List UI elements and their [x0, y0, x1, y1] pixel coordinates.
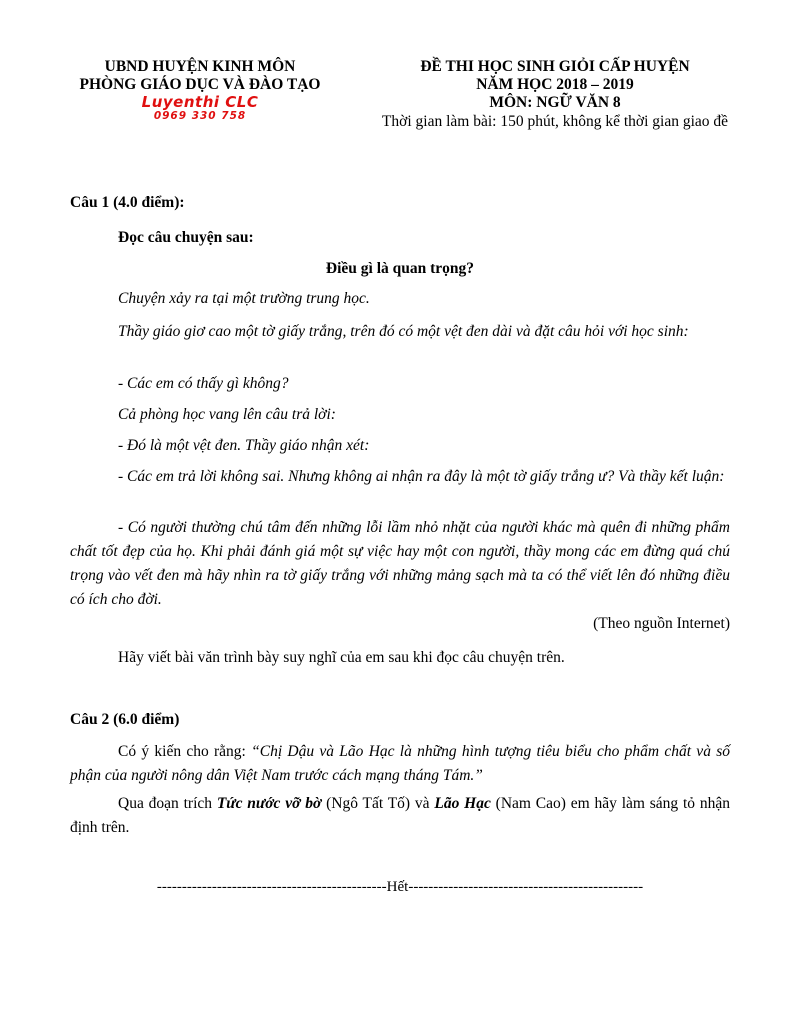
subject: MÔN: NGỮ VĂN 8	[489, 94, 621, 111]
story-source: (Theo nguồn Internet)	[593, 615, 730, 632]
story-paragraph-4: Cả phòng học vang lên câu trả lời:	[118, 406, 336, 423]
work-title-tuc-nuoc-vo-bo: Tức nước vỡ bờ	[216, 795, 322, 812]
story-paragraph-7: - Có người thường chú tâm đến những lỗi lầm nhỏ nhặt của người khác mà quên đi những phẩm chất tốt đẹp của họ. Khi phải đánh giá một sự việc hay một con người, thầy mong các em đừng quá chú trọng vào vết đen mà hãy nhìn ra tờ giấy trắng với những mảng sạch mà ta có thể viết lên đó những điều có ích cho đời.	[70, 519, 730, 608]
education-department: PHÒNG GIÁO DỤC VÀ ĐÀO TẠO	[79, 76, 321, 93]
exam-title: ĐỀ THI HỌC SINH GIỎI CẤP HUYỆN	[420, 58, 690, 75]
q1-instruction: Đọc câu chuyện sau:	[118, 229, 254, 246]
end-of-exam-line: ----------------------------------------------Hết-----------------------------------------------	[156, 879, 644, 895]
story-title: Điều gì là quan trọng?	[325, 260, 475, 277]
story-paragraph-6: - Các em trả lời không sai. Nhưng không ai nhận ra đây là một tờ giấy trắng ư? Và thầy kết luận:	[118, 468, 725, 485]
q2-paragraph-2	[70, 792, 730, 840]
brand-phone: 0969 330 758	[153, 110, 247, 122]
q2-text-c: (Nam Cao) em hãy làm sáng tỏ nhận định trên.	[70, 795, 731, 836]
time-limit-note: Thời gian làm bài: 150 phút, không kể thời gian giao đề	[381, 113, 729, 130]
school-year: NĂM HỌC 2018 – 2019	[476, 76, 634, 93]
story-paragraph-3: - Các em có thấy gì không?	[118, 375, 289, 392]
q2-paragraph-1	[70, 740, 730, 788]
q1-task: Hãy viết bài văn trình bày suy nghĩ của em sau khi đọc câu chuyện trên.	[118, 649, 565, 666]
q2-text-b: (Ngô Tất Tố) và	[321, 795, 435, 812]
header-right	[360, 58, 750, 132]
brand-logo-text: Luyenthi CLC	[141, 93, 259, 111]
q2-quote: “Chị Dậu và Lão Hạc là những hình tượng tiêu biểu cho phẩm chất và số phận của người nông dân Việt Nam trước cách mạng tháng Tám.”	[70, 743, 730, 784]
story-paragraph-1: Chuyện xảy ra tại một trường trung học.	[118, 290, 370, 307]
q2-lead-text: Có ý kiến cho rằng:	[118, 743, 252, 760]
district-committee: UBND HUYỆN KINH MÔN	[104, 58, 296, 75]
story-paragraph-5: - Đó là một vệt đen. Thầy giáo nhận xét:	[118, 437, 370, 454]
q2-heading: Câu 2 (6.0 điểm)	[70, 711, 180, 728]
q2-text-a: Qua đoạn trích	[118, 795, 217, 812]
header-left	[50, 58, 350, 122]
work-title-lao-hac: Lão Hạc	[434, 795, 491, 812]
q1-heading: Câu 1 (4.0 điểm):	[70, 194, 185, 211]
story-paragraph-2: Thầy giáo giơ cao một tờ giấy trắng, trên đó có một vệt đen dài và đặt câu hỏi với học sinh:	[118, 323, 689, 340]
